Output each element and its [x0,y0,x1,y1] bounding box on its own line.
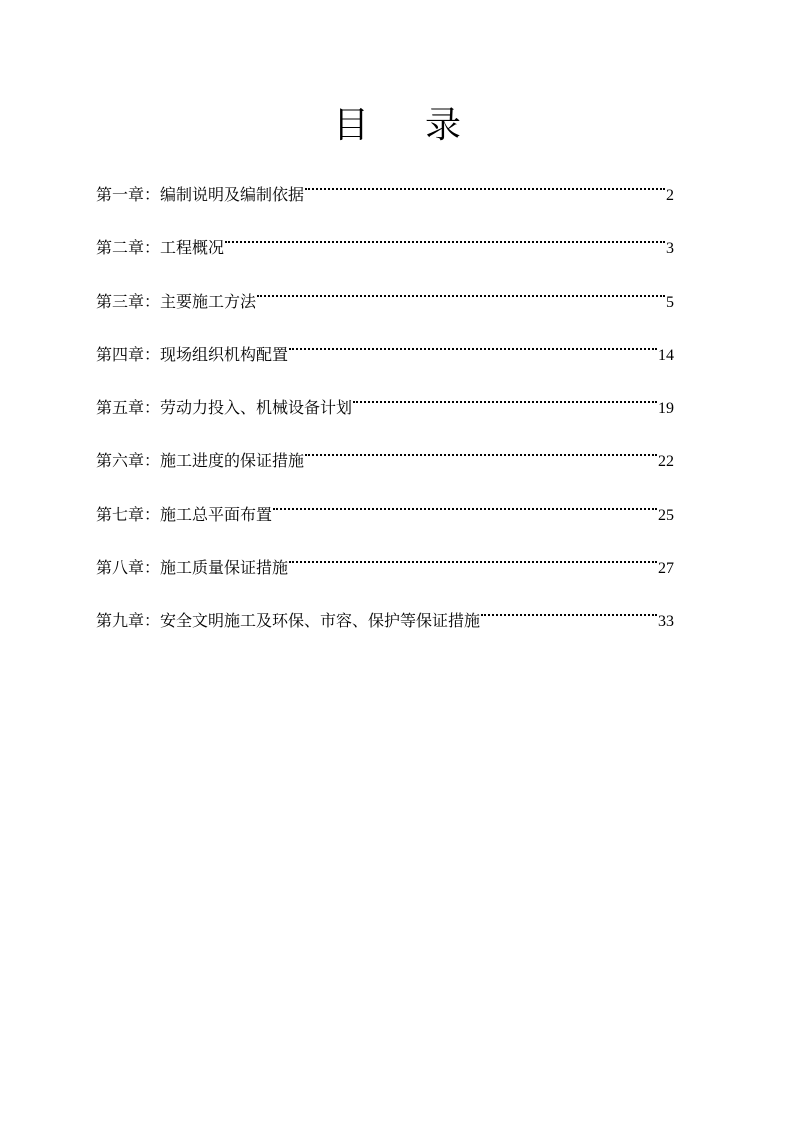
toc-page-number: 22 [658,453,674,471]
toc-dot-leader [273,488,657,520]
toc-entry-1[interactable] [96,168,674,221]
table-of-contents [96,168,674,648]
toc-chapter-label: 第六章： [96,451,161,471]
toc-entry-9[interactable] [96,594,674,647]
toc-entry-7[interactable] [96,488,674,541]
toc-chapter-label: 第九章： [96,611,161,631]
toc-page-number: 27 [658,560,674,578]
toc-dot-leader [257,275,665,307]
toc-entry-title: 施工质量保证措施 [160,558,289,578]
toc-dot-leader [353,381,657,413]
toc-entry-title: 施工进度的保证措施 [160,451,305,471]
toc-page-number: 2 [666,187,674,204]
toc-dot-leader [481,594,657,626]
toc-chapter-label: 第一章： [96,185,161,204]
toc-entry-title: 工程概况 [160,238,225,258]
toc-dot-leader [289,541,657,573]
toc-entry-2[interactable] [96,221,674,274]
page-title [0,102,794,150]
toc-page-number: 33 [658,613,674,631]
toc-dot-leader [305,168,665,200]
toc-chapter-label: 第四章： [96,344,161,364]
toc-entry-title: 编制说明及编制依据 [160,185,305,204]
toc-chapter-label: 第二章： [96,238,161,258]
toc-page-number: 5 [666,293,674,311]
toc-chapter-label: 第八章： [96,558,161,578]
title-char-1: 目 [332,105,369,146]
toc-entry-title: 现场组织机构配置 [160,344,289,364]
toc-page-number: 14 [658,346,674,364]
toc-entry-5[interactable] [96,381,674,434]
toc-chapter-label: 第七章： [96,504,161,524]
toc-page-number: 19 [658,400,674,418]
toc-entry-4[interactable] [96,328,674,381]
toc-entry-title: 安全文明施工及环保、市容、保护等保证措施 [160,611,481,631]
toc-dot-leader [225,221,665,253]
toc-entry-title: 劳动力投入、机械设备计划 [160,398,353,418]
toc-entry-8[interactable] [96,541,674,594]
toc-page-number: 25 [658,506,674,524]
toc-chapter-label: 第三章： [96,291,161,311]
toc-entry-title: 主要施工方法 [160,291,257,311]
toc-entry-3[interactable] [96,275,674,328]
toc-dot-leader [305,434,657,466]
toc-entry-title: 施工总平面布置 [160,504,273,524]
toc-chapter-label: 第五章： [96,398,161,418]
title-char-2: 录 [425,105,462,146]
toc-page-number: 3 [666,240,674,258]
toc-entry-6[interactable] [96,434,674,487]
toc-dot-leader [289,328,657,360]
